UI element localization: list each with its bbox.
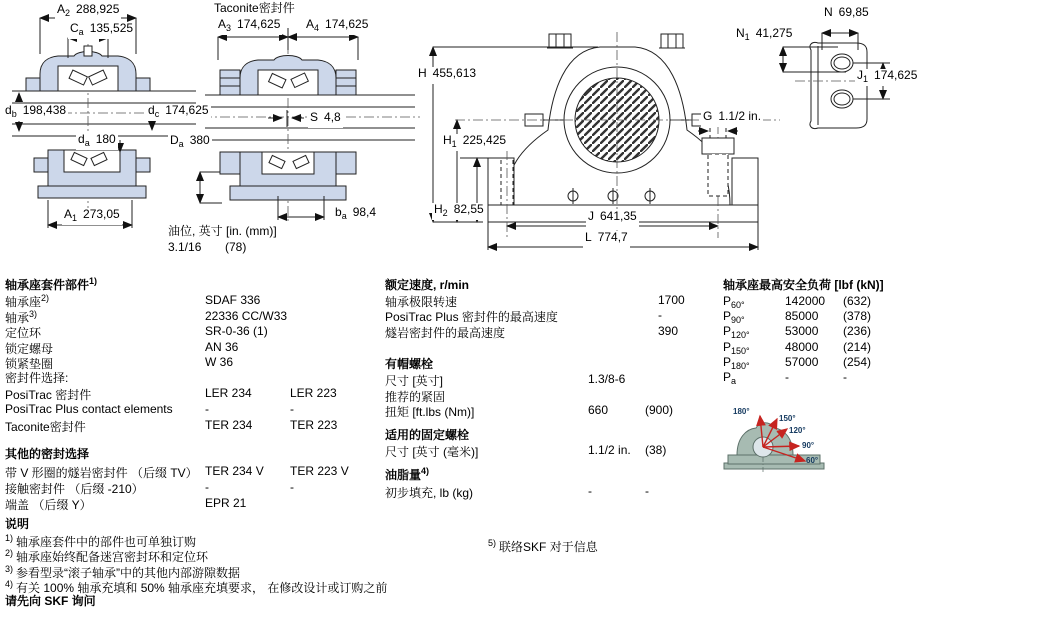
table-row: PosiTrac 密封件 LER 234 LER 223 <box>5 386 337 402</box>
other-seals-title: 其他的密封选择 <box>5 447 90 461</box>
dim-label-l: L 774,7 <box>583 231 630 248</box>
dim-label-h1: $H_1$ 225,425 <box>443 133 507 149</box>
table-row: 锁紧垫圈 W 36 <box>5 355 234 371</box>
note-item: $^{1)}$ 轴承座套件中的部件也可单独订购 <box>5 533 197 549</box>
table-row: 尺寸 [英寸 (毫米)] 1.1/2 in. (38) <box>385 443 667 459</box>
oil-level-label: 油位, 英寸 [in. (mm)] <box>168 224 277 238</box>
table-row: 轴承座$^{2)}$ SDAF 336 <box>5 293 261 309</box>
dim-label-j1: $J_1$ 174,625 <box>857 68 918 84</box>
table-row: 推荐的紧固 <box>385 389 446 404</box>
table-row: 端盖 （后缀 Y） EPR 21 <box>5 496 247 512</box>
dim-label-h2: $H_2$ 82,55 <box>434 202 484 218</box>
table-row: 燧岩密封件的最高速度 390 <box>385 323 679 340</box>
loads-title: 轴承座最高安全负荷 [lbf (kN)] <box>723 278 884 292</box>
attach-bolts-title: 适用的固定螺栓 <box>385 428 470 442</box>
notes-footer: 请先向 SKF 询问 <box>5 594 96 608</box>
grease-title: 油脂量$^{4)}$ <box>385 466 430 482</box>
table-row: 锁定螺母 AN 36 <box>5 339 239 356</box>
angle-label-120: 120° <box>789 426 806 435</box>
notes-list <box>5 533 465 595</box>
table-row: $P_{120^\circ}$ 53000 (236) <box>723 324 872 341</box>
table-row: Taconite密封件 TER 234 TER 223 <box>5 418 338 434</box>
table-row: $P_{90^\circ}$ 85000 (378) <box>723 309 872 326</box>
table-row: $P_a$ - - <box>723 369 847 386</box>
table-row: PosiTrac Plus 密封件的最高速度 - <box>385 308 662 325</box>
note-5: $^{5)}$ 联络SKF 对于信息 <box>488 538 598 554</box>
table-row: 扭矩 [ft.lbs (Nm)] 660 (900) <box>385 403 674 420</box>
angle-label-150: 150° <box>779 414 796 423</box>
dim-label-a4: $A_4$ 174,625 <box>306 17 369 33</box>
oil-level-mm: (78) <box>225 240 247 254</box>
grease-table <box>385 484 715 500</box>
cap-bolts-title: 有帽螺栓 <box>385 357 434 371</box>
dim-label-a1: $A_1$ 273,05 <box>64 207 120 223</box>
table-row: 尺寸 [英寸] 1.3/8-6 <box>385 372 626 388</box>
oil-level-inches: 3.1/16 <box>168 240 202 254</box>
dim-label-n1: $N_1$ 41,275 <box>736 26 793 42</box>
dim-label-dc: $d_c$ 174,625 <box>148 103 209 119</box>
angle-label-60: 60° <box>806 456 819 465</box>
dim-label-h: H 455,613 <box>416 67 478 84</box>
parts-table <box>5 293 383 371</box>
table-row: 轴承$^{3)}$ 22336 CC/W33 <box>5 308 288 325</box>
dim-label-da-cap: $D_a$ 380 <box>170 133 210 149</box>
parts-table-title: 轴承座套件部件$^{1)}$ <box>5 276 98 292</box>
view2-title: Taconite密封件 <box>214 1 295 15</box>
technical-drawing-layer <box>0 0 1050 270</box>
attach-bolts-table <box>385 443 715 459</box>
table-row: 带 V 形圈的燧岩密封件 （后缀 TV） TER 234 V TER 223 V <box>5 464 349 480</box>
cap-bolts-table <box>385 372 715 419</box>
table-row: $P_{150^\circ}$ 48000 (214) <box>723 339 872 356</box>
seal-selection-title: 密封件选择: <box>5 371 69 385</box>
table-row: $P_{180^\circ}$ 57000 (254) <box>723 354 872 371</box>
speeds-table <box>385 293 715 339</box>
dim-label-da: $d_a$ 180 <box>78 132 116 148</box>
dim-label-a3: $A_3$ 174,625 <box>218 17 281 33</box>
dim-label-db: $d_b$ 198,438 <box>5 103 67 119</box>
table-row: 轴承极限转速 1700 <box>385 293 685 309</box>
dim-label-j: J 641,35 <box>586 210 639 227</box>
notes-title: 说明 <box>5 517 30 531</box>
note-item: $^{4)}$ 有关 100% 轴承充填和 50% 轴承座充填要求， 在修改设计或订购之前 <box>5 579 388 596</box>
dim-label-ba: $b_a$ 98,4 <box>335 205 377 221</box>
other-seals-table <box>5 464 383 512</box>
table-row: $P_{60^\circ}$ 142000 (632) <box>723 294 872 310</box>
table-row: 接触密封件 （后缀 -210） - - <box>5 480 294 496</box>
note-item: $^{2)}$ 轴承座始终配备迷宫密封环和定位环 <box>5 548 209 565</box>
angle-label-90: 90° <box>802 441 815 450</box>
table-row: 初步填充, lb (kg) - - <box>385 484 649 500</box>
table-row: PosiTrac Plus contact elements - - <box>5 402 294 416</box>
seal-selection-table <box>5 386 383 434</box>
dim-label-s: S 4,8 <box>308 111 343 128</box>
speeds-title: 额定速度, r/min <box>385 278 470 292</box>
angle-label-180: 180° <box>733 407 750 416</box>
dim-label-ca: $C_a$ 135,525 <box>70 21 134 37</box>
loads-table <box>723 294 923 385</box>
table-row: 定位环 SR-0-36 (1) <box>5 324 268 340</box>
note-item: $^{3)}$ 参看型录“滚子轴承”中的其他内部游隙数据 <box>5 563 241 580</box>
dim-label-g: G 1.1/2 in. <box>701 110 763 127</box>
dim-label-n: N 69,85 <box>822 6 871 23</box>
dim-label-a2: $A_2$ 288,925 <box>57 2 120 18</box>
